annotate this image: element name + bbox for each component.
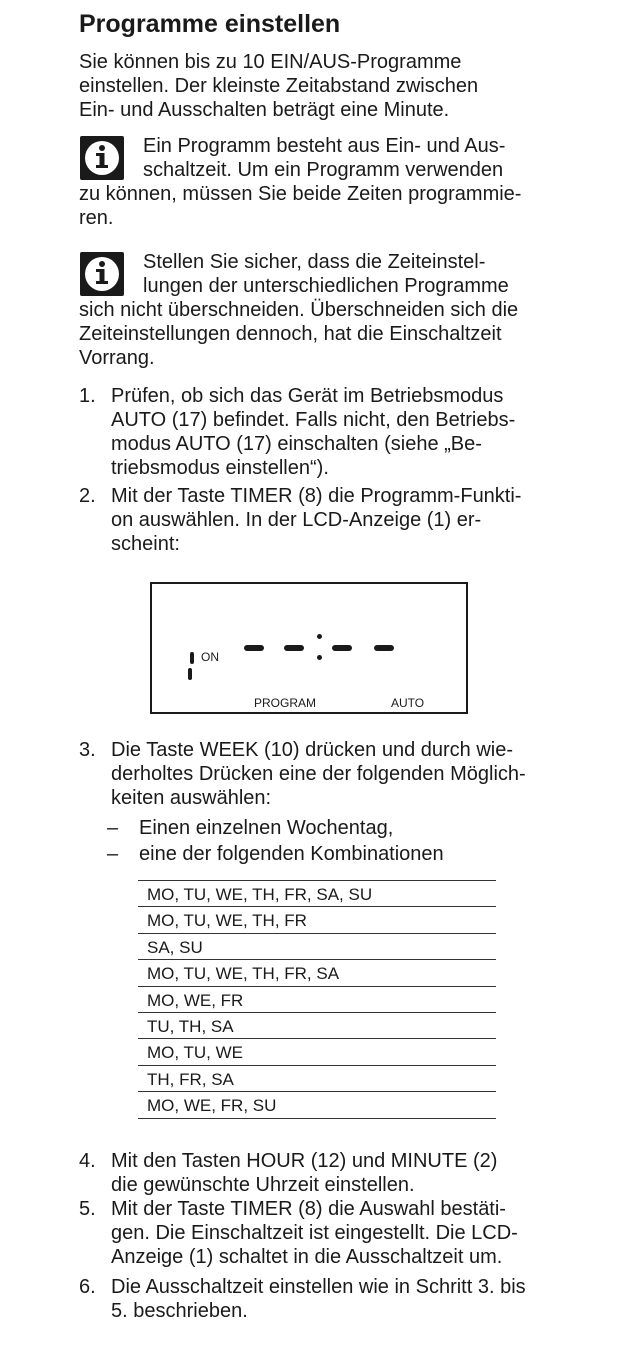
lcd-auto-label: AUTO xyxy=(391,696,425,710)
table-row: MO, TU, WE, TH, FR, SA, SU xyxy=(138,881,496,907)
step-line: Die Ausschaltzeit einstellen wie in Schritt 3. bis xyxy=(111,1276,526,1298)
step-line: Prüfen, ob sich das Gerät im Betriebsmodus xyxy=(111,385,504,407)
dash-bullet: – xyxy=(107,843,119,865)
step-line: AUTO (17) befindet. Falls nicht, den Betriebs- xyxy=(111,409,516,431)
step-text xyxy=(111,738,526,810)
lcd-dash xyxy=(332,645,352,651)
step-text xyxy=(111,1197,518,1269)
note-text: sich nicht überschneiden. Überschneiden sich die xyxy=(79,299,519,321)
note-text: ren. xyxy=(79,207,114,229)
lcd-dash xyxy=(284,645,304,651)
step-number: 6. xyxy=(79,1276,96,1298)
dash-bullet: – xyxy=(107,817,119,839)
step-line: derholtes Drücken eine der folgenden Möglich- xyxy=(111,763,526,785)
step-line: triebsmodus einstellen“). xyxy=(111,457,329,479)
note-text: zu können, müssen Sie beide Zeiten programmie- xyxy=(79,183,522,205)
step-number: 1. xyxy=(79,385,96,407)
lcd-segment-digit-1-top xyxy=(190,652,194,664)
step-line: Mit der Taste TIMER (8) die Auswahl bestäti- xyxy=(111,1198,506,1220)
table-row: MO, TU, WE xyxy=(138,1039,496,1065)
combinations-table xyxy=(138,880,496,1119)
step-text xyxy=(111,1149,497,1197)
step-line: keiten auswählen: xyxy=(111,787,272,809)
table-row: TU, TH, SA xyxy=(138,1013,496,1039)
table-row: MO, TU, WE, TH, FR xyxy=(138,907,496,933)
step-text xyxy=(111,1275,526,1323)
lcd-on-label: ON xyxy=(201,650,219,664)
table-row: MO, TU, WE, TH, FR, SA xyxy=(138,960,496,986)
step-line: Die Taste WEEK (10) drücken und durch wie- xyxy=(111,739,514,761)
lcd-colon-dot xyxy=(317,655,322,660)
step-line: Mit den Tasten HOUR (12) und MINUTE (2) xyxy=(111,1150,498,1172)
lcd-display xyxy=(150,582,468,714)
note-text: Ein Programm besteht aus Ein- und Aus- xyxy=(143,135,506,157)
step-line: Mit der Taste TIMER (8) die Programm-Funkti- xyxy=(111,485,522,507)
step-number: 2. xyxy=(79,485,96,507)
lcd-dash xyxy=(374,645,394,651)
step-line: scheint: xyxy=(111,533,180,555)
info-icon xyxy=(79,135,125,181)
info-icon xyxy=(79,251,125,297)
lcd-colon-dot xyxy=(317,634,322,639)
table-row: MO, WE, FR xyxy=(138,987,496,1013)
note-text: lungen der unterschiedlichen Programme xyxy=(143,275,509,297)
lcd-dash xyxy=(244,645,264,651)
step-line: Anzeige (1) schaltet in die Ausschaltzeit um. xyxy=(111,1246,503,1268)
step-number: 5. xyxy=(79,1198,96,1220)
step-line: on auswählen. In der LCD-Anzeige (1) er- xyxy=(111,509,482,531)
step-text xyxy=(111,484,521,556)
table-row: MO, WE, FR, SU xyxy=(138,1092,496,1118)
dash-text: eine der folgenden Kombinationen xyxy=(139,843,444,865)
note-text: Zeiteinstellungen dennoch, hat die Einschaltzeit xyxy=(79,323,502,345)
intro-paragraph xyxy=(79,50,559,122)
dash-text: Einen einzelnen Wochentag, xyxy=(139,817,394,839)
step-line: gen. Die Einschaltzeit ist eingestellt. Die LCD- xyxy=(111,1222,518,1244)
intro-line: einstellen. Der kleinste Zeitabstand zwischen xyxy=(79,75,479,97)
lcd-program-label: PROGRAM xyxy=(254,696,317,710)
note-text: Stellen Sie sicher, dass die Zeiteinstel- xyxy=(143,251,486,273)
lcd-segment-digit-1-bottom xyxy=(188,668,192,680)
table-row: TH, FR, SA xyxy=(138,1066,496,1092)
table-row: SA, SU xyxy=(138,934,496,960)
step-line: modus AUTO (17) einschalten (siehe „Be- xyxy=(111,433,482,455)
intro-line: Ein- und Ausschalten beträgt eine Minute. xyxy=(79,99,450,121)
note-text: schaltzeit. Um ein Programm verwenden xyxy=(143,159,504,181)
intro-line: Sie können bis zu 10 EIN/AUS-Programme xyxy=(79,51,462,73)
note-text: Vorrang. xyxy=(79,347,155,369)
page-title: Programme einstellen xyxy=(79,10,341,38)
step-number: 4. xyxy=(79,1150,96,1172)
step-text xyxy=(111,384,515,480)
step-line: die gewünschte Uhrzeit einstellen. xyxy=(111,1174,415,1196)
step-number: 3. xyxy=(79,739,96,761)
step-line: 5. beschrieben. xyxy=(111,1300,248,1322)
